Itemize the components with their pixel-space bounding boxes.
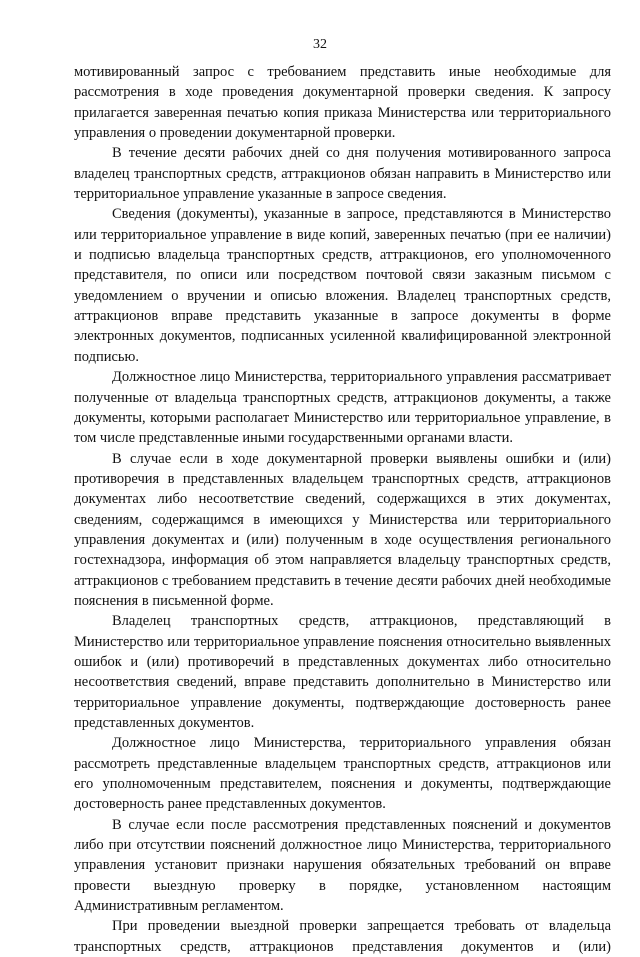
paragraph: В случае если в ходе документарной проверки выявлены ошибки и (или) противоречия в представленных владельцем транспортных средств, аттракционов документах либо несоответствие сведений, содержащихся в этих документах, сведениям, содержащимся в имеющихся у Министерства или территориального управления документах и (или) полученным в ходе осуществления регионального гостехнадзора, информация об этом направляется владельцу транспортных средств, аттракционов с требованием представить в течение десяти рабочих дней необходимые пояснения в письменной форме.: [74, 450, 611, 609]
paragraph: Должностное лицо Министерства, территориального управления рассматривает полученные от владельца транспортных средств, аттракционов документы, а также документы, которыми располагает Министерство или территориальное управление, в том числе представленные иными государственными органами власти.: [74, 369, 611, 447]
paragraph: Сведения (документы), указанные в запросе, представляются в Министерство или территориальное управление в виде копий, заверенных печатью (при ее наличии) и подписью владельца транспортных средств, аттракционов, его уполномоченного представителя, по описи или посредством почтовой связи заказным письмом с уведомлением о вручении и описью вложения. Владелец транспортных средств, аттракционов вправе представить указанные в запросе документы в форме электронных документов, подписанных усиленной квалифицированной электронной подписью.: [74, 206, 611, 365]
paragraph: мотивированный запрос с требованием представить иные необходимые для рассмотрения в ходе проведения документарной проверки сведения. К запросу прилагается заверенная печатью копия приказа Министерства или территориального управления о проведении документарной проверки.: [74, 64, 611, 142]
page-number: 32: [313, 37, 327, 52]
paragraph: Владелец транспортных средств, аттракционов, представляющий в Министерство или территориальное управление пояснения относительно выявленных ошибок и (или) противоречий в представленных документах либо относительно несоответствия сведений, вправе представить дополнительно в Министерство или территориальное управление документы, подтверждающие достоверность ранее представленных документов.: [74, 613, 611, 731]
document-body: [74, 62, 611, 957]
paragraph: В случае если после рассмотрения представленных пояснений и документов либо при отсутствии пояснений должностное лицо Министерства, территориального управления установит признаки нарушения обязательных требований он вправе провести выездную проверку в порядке, установленном настоящим Административным регламентом.: [74, 816, 611, 915]
paragraph: В течение десяти рабочих дней со дня получения мотивированного запроса владелец транспортных средств, аттракционов обязан направить в Министерство или территориальное управление указанные в запросе сведения.: [74, 145, 611, 203]
paragraph: Должностное лицо Министерства, территориального управления обязан рассмотреть представленные владельцем транспортных средств, аттракционов или его уполномоченным представителем, пояснения и документы, подтверждающие достоверность ранее представленных документов.: [74, 735, 611, 813]
paragraph: При проведении выездной проверки запрещается требовать от владельца транспортных средств, аттракционов представления документов и (или): [74, 918, 611, 955]
